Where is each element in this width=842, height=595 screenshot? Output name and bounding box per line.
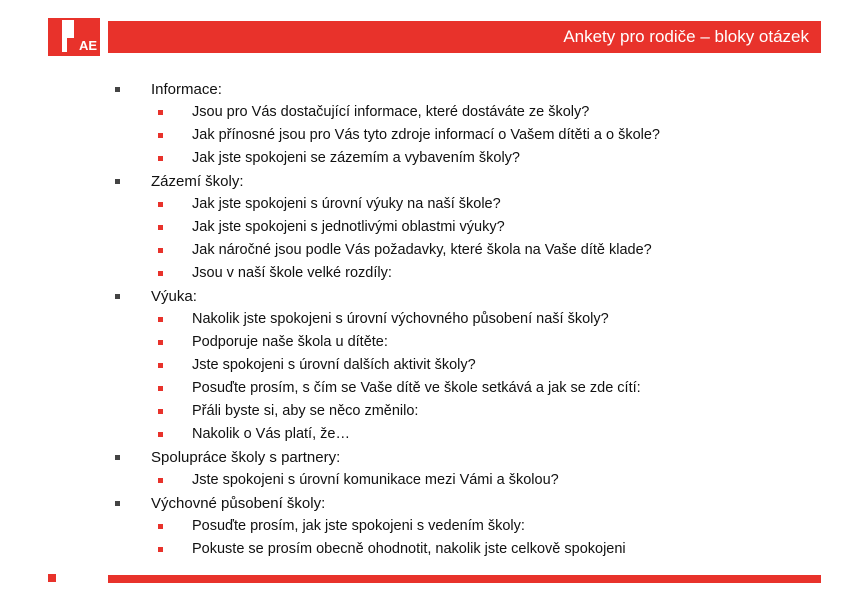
bullet-icon	[158, 110, 163, 115]
bullet-icon	[158, 524, 163, 529]
bullet-icon	[158, 409, 163, 414]
question-item: Podporuje naše škola u dítěte:	[112, 331, 812, 354]
question-item: Jste spokojeni s úrovní komunikace mezi Vámi a školou?	[112, 469, 812, 492]
bullet-icon	[158, 386, 163, 391]
question-item: Jste spokojeni s úrovní dalších aktivit školy?	[112, 354, 812, 377]
question-item: Posuďte prosím, jak jste spokojeni s vedením školy:	[112, 515, 812, 538]
title-bar	[108, 21, 821, 53]
bullet-icon	[158, 271, 163, 276]
question-item: Jsou pro Vás dostačující informace, které dostáváte ze školy?	[112, 101, 812, 124]
question-item: Posuďte prosím, s čím se Vaše dítě ve škole setkává a jak se zde cítí:	[112, 377, 812, 400]
bullet-icon	[115, 87, 120, 92]
logo-mark-stem	[62, 30, 67, 52]
bullet-icon	[158, 248, 163, 253]
question-item: Jak jste spokojeni se zázemím a vybavením školy?	[112, 147, 812, 170]
bullet-icon	[158, 225, 163, 230]
question-item: Přáli byste si, aby se něco změnilo:	[112, 400, 812, 423]
question-blocks	[112, 78, 812, 561]
page-title: Ankety pro rodiče – bloky otázek	[563, 27, 809, 46]
bullet-icon	[115, 455, 120, 460]
question-item: Pokuste se prosím obecně ohodnotit, nakolik jste celkově spokojeni	[112, 538, 812, 561]
footer-square	[48, 574, 56, 582]
bullet-icon	[158, 432, 163, 437]
logo-text: AE	[79, 38, 98, 53]
bullet-icon	[158, 478, 163, 483]
section-heading: Výchovné působení školy:	[112, 492, 812, 515]
question-item: Jak náročné jsou podle Vás požadavky, které škola na Vaše dítě klade?	[112, 239, 812, 262]
section-heading: Spolupráce školy s partnery:	[112, 446, 812, 469]
section-heading: Zázemí školy:	[112, 170, 812, 193]
question-item: Jak přínosné jsou pro Vás tyto zdroje informací o Vašem dítěti a o škole?	[112, 124, 812, 147]
bullet-icon	[158, 363, 163, 368]
section-heading: Výuka:	[112, 285, 812, 308]
question-item: Jsou v naší škole velké rozdíly:	[112, 262, 812, 285]
footer-bar	[108, 575, 821, 583]
question-item: Jak jste spokojeni s jednotlivými oblastmi výuky?	[112, 216, 812, 239]
section-heading: Informace:	[112, 78, 812, 101]
question-item: Jak jste spokojeni s úrovní výuky na naší škole?	[112, 193, 812, 216]
bullet-icon	[158, 317, 163, 322]
bullet-icon	[158, 156, 163, 161]
question-item: Nakolik jste spokojeni s úrovní výchovného působení naší školy?	[112, 308, 812, 331]
bullet-icon	[158, 547, 163, 552]
bullet-icon	[158, 133, 163, 138]
bullet-icon	[115, 294, 120, 299]
bullet-icon	[115, 501, 120, 506]
bullet-icon	[115, 179, 120, 184]
question-item: Nakolik o Vás platí, že…	[112, 423, 812, 446]
bullet-icon	[158, 202, 163, 207]
bullet-icon	[158, 340, 163, 345]
